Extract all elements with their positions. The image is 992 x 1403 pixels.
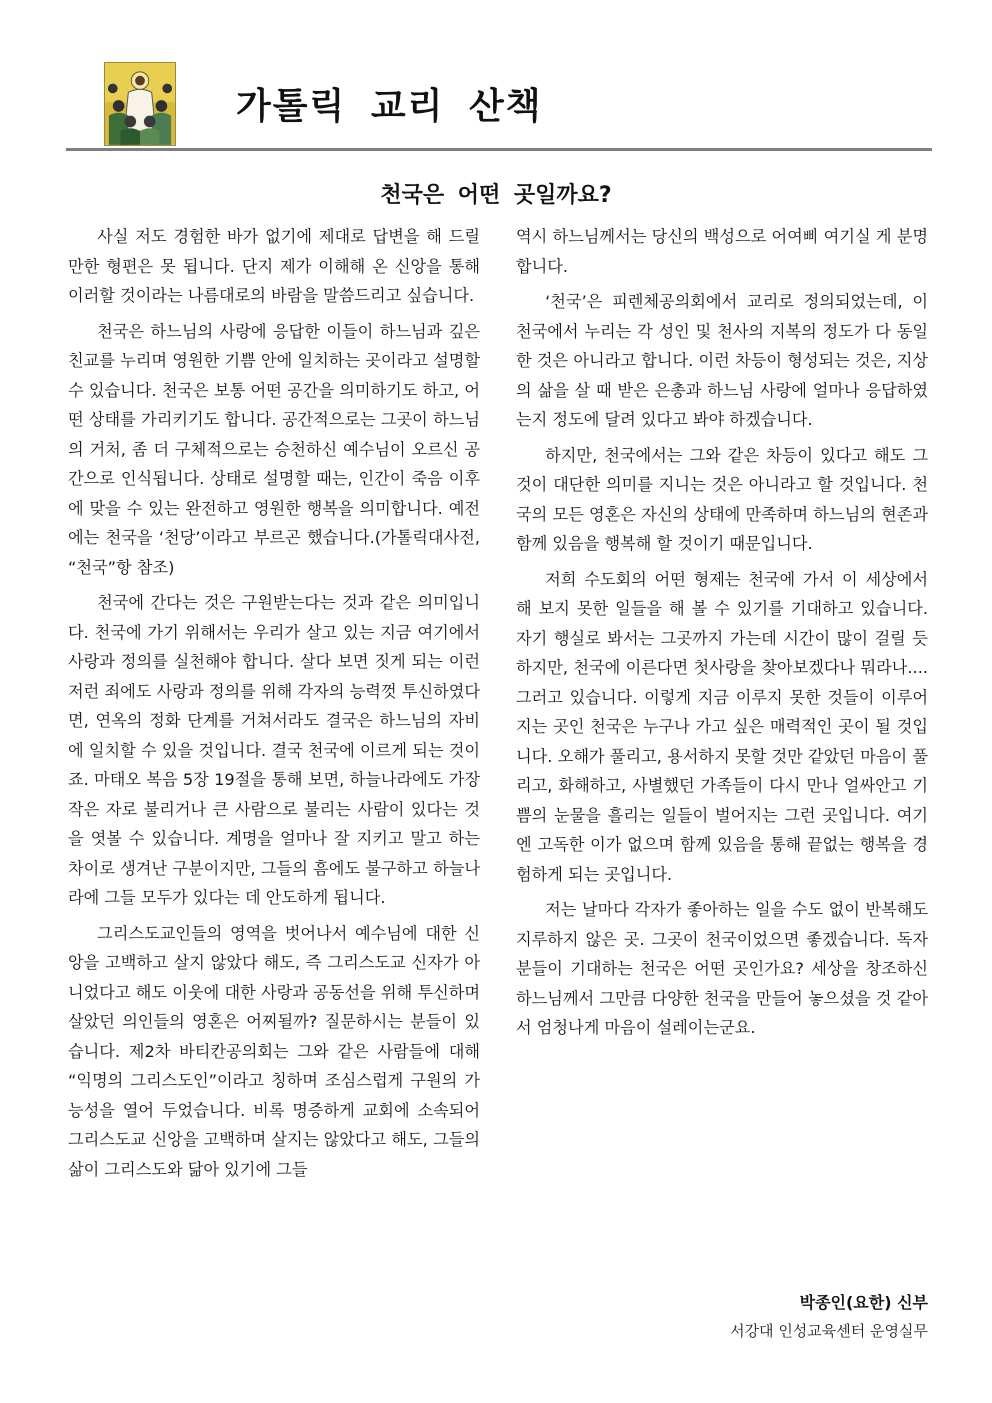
article-title: 천국은 어떤 곳일까요? xyxy=(380,183,612,208)
paragraph: 천국은 하느님의 사랑에 응답한 이들이 하느님과 깊은 친교를 누리며 영원한 기쁨 안에 일치하는 곳이라고 설명할 수 있습니다. 천국은 보통 어떤 공간을 의미하기도 하고, 어떤 상태를 가리키기도 합니다. 공간적으로는 그곳이 하느님의 거처, 좀 더 구체적으로는 승천하신 예수님이 오르신 공간으로 인식됩니다. 상태로 설명할 때는, 인간이 죽음 이후에 맞을 수 있는 완전하고 영원한 행복을 의미합니다. 예전에는 천국을 ‘천당’이라고 부르곤 했습니다.(가톨릭대사전, “천국”항 참조) xyxy=(68,321,480,577)
paragraph: 하지만, 천국에서는 그와 같은 차등이 있다고 해도 그것이 대단한 의미를 지니는 것은 아니라고 할 것입니다. 천국의 모든 영혼은 자신의 상태에 만족하며 하느님의 현존과 함께 있음을 행복해 할 것이기 때문입니다. xyxy=(516,445,928,553)
paragraph: 사실 저도 경험한 바가 없기에 제대로 답변을 해 드릴 만한 형편은 못 됩니다. 단지 제가 이해해 온 신앙을 통해 이러할 것이라는 나름대로의 바람을 말씀드리고 싶습니다. xyxy=(68,227,480,305)
author-affiliation: 서강대 인성교육센터 운영실무 xyxy=(730,1322,928,1340)
author-name: 박종인(요한) 신부 xyxy=(799,1293,928,1312)
paragraph: 그리스도교인들의 영역을 벗어나서 예수님에 대한 신앙을 고백하고 살지 않았다 해도, 즉 그리스도교 신자가 아니었다고 해도 이웃에 대한 사랑과 공동선을 위해 투신하며 살았던 의인들의 영혼은 어찌될까? 질문하시는 분들이 있습니다. 제2차 바티칸공의회는 그와 같은 사람들에 대해 “익명의 그리스도인”이라고 칭하며 조심스럽게 구원의 가능성을 열어 두었습니다. 비록 명증하게 교회에 소속되어 그리스도교 신앙을 고백하며 살지는 않았다고 해도, 그들의 삶이 그리스도와 닮아 있기에 그들 xyxy=(68,923,480,1179)
logo-image xyxy=(104,62,176,146)
header-divider xyxy=(66,148,932,151)
left-column xyxy=(68,222,480,1190)
right-column xyxy=(516,222,928,1049)
paragraph: 천국에 간다는 것은 구원받는다는 것과 같은 의미입니다. 천국에 가기 위해서는 우리가 살고 있는 지금 여기에서 사랑과 정의를 실천해야 합니다. 살다 보면 짓게 되는 이런저런 죄에도 사랑과 정의를 위해 각자의 능력껏 투신하였다면, 연옥의 정화 단계를 거쳐서라도 결국은 하느님의 자비에 일치할 수 있을 것입니다. 결국 천국에 이르게 되는 것이죠. 마태오 복음 5장 19절을 통해 보면, 하늘나라에도 가장 작은 자로 불리거나 큰 사람으로 불리는 사람이 있다는 것을 엿볼 수 있습니다. 계명을 얼마나 잘 지키고 말고 하는 차이로 생겨난 구분이지만, 그들의 흠에도 불구하고 하늘나라에 그들 모두가 있다는 데 안도하게 됩니다. xyxy=(68,593,480,907)
paragraph: ‘천국’은 피렌체공의회에서 교리로 정의되었는데, 이 천국에서 누리는 각 성인 및 천사의 지복의 정도가 다 동일한 것은 아니라고 합니다. 이런 차등이 형성되는 것은, 지상의 삶을 살 때 받은 은총과 하느님 사랑에 얼마나 응답하였는지 정도에 달려 있다고 봐야 하겠습니다. xyxy=(516,292,928,429)
jesus-with-disciples-icon xyxy=(105,63,175,145)
paragraph: 저는 날마다 각자가 좋아하는 일을 수도 없이 반복해도 지루하지 않은 곳. 그곳이 천국이었으면 좋겠습니다. 독자분들이 기대하는 천국은 어떤 곳인가요? 세상을 창조하신 하느님께서 그만큼 다양한 천국을 만들어 놓으셨을 것 같아서 엄청나게 마음이 설레이는군요. xyxy=(516,900,928,1037)
paragraph: 저희 수도회의 어떤 형제는 천국에 가서 이 세상에서 해 보지 못한 일들을 해 볼 수 있기를 기대하고 있습니다. 자기 행실로 봐서는 그곳까지 가는데 시간이 많이 걸릴 듯하지만, 천국에 이른다면 첫사랑을 찾아보겠다나 뭐라나.... 그러고 있습니다. 이렇게 지금 이루지 못한 것들이 이루어지는 곳인 천국은 누구나 가고 싶은 매력적인 곳이 될 것입니다. 오해가 풀리고, 용서하지 못할 것만 같았던 마음이 풀리고, 화해하고, 사별했던 가족들이 다시 만나 얼싸안고 기쁨의 눈물을 흘리는 일들이 벌어지는 그런 곳입니다. 여기엔 고독한 이가 없으며 함께 있음을 통해 끝없는 행복을 경험하게 되는 곳입니다. xyxy=(516,569,928,884)
series-title: 가톨릭 교리 산책 xyxy=(236,86,543,127)
paragraph-continuation: 역시 하느님께서는 당신의 백성으로 어여삐 여기실 게 분명합니다. xyxy=(516,227,928,276)
